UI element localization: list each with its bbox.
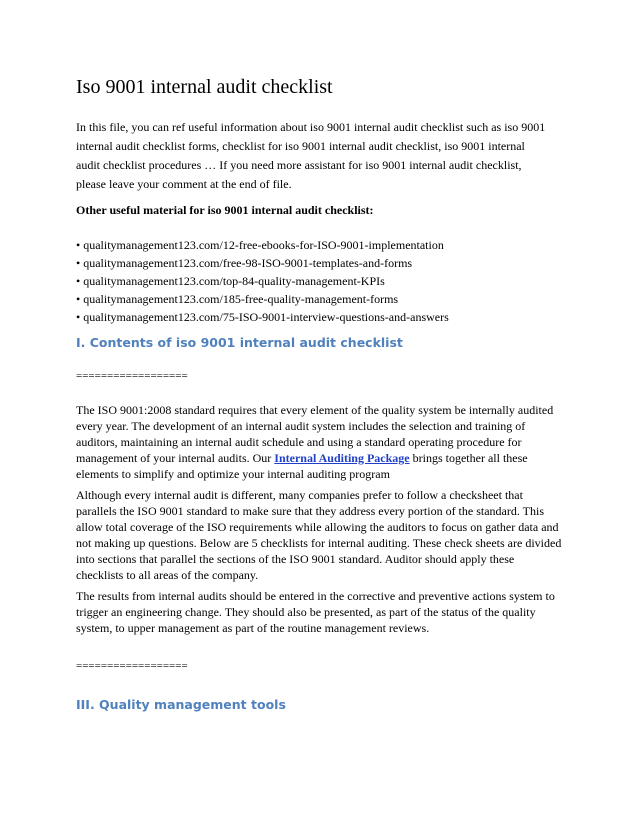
paragraph-standard-requirements bbox=[76, 402, 562, 482]
paragraph-checksheets: Although every internal audit is different, many companies prefer to follow a checksheet that parallels the ISO 9001 standard to make sure that they address every portion of the standard. This allow total coverage of the ISO requirements while allowing the auditors to focus on gather data and not making up questions. Below are 5 checklists for internal auditing. These check sheets are divided into sections that parallel the sections of the ISO 9001 standard. Auditor should apply these checklists to all areas of the company. bbox=[76, 488, 562, 582]
internal-auditing-package-link[interactable]: Internal Auditing Package bbox=[274, 451, 410, 465]
list-item: • qualitymanagement123.com/75-ISO-9001-interview-questions-and-answers bbox=[76, 310, 449, 324]
section-heading-quality-tools: III. Quality management tools bbox=[76, 697, 286, 712]
other-material-heading: Other useful material for iso 9001 internal audit checklist: bbox=[76, 203, 374, 217]
resource-list bbox=[76, 236, 449, 326]
list-item: • qualitymanagement123.com/185-free-quality-management-forms bbox=[76, 292, 399, 306]
list-item: • qualitymanagement123.com/free-98-ISO-9001-templates-and-forms bbox=[76, 256, 413, 270]
separator-line: ================== bbox=[76, 370, 188, 382]
page-title: Iso 9001 internal audit checklist bbox=[76, 76, 333, 98]
paragraph-text: The ISO 9001:2008 standard requires that every element of the quality system be internally audited every year. The development of an internal audit system includes the selection and training of auditors, maintaining an internal audit schedule and using a standard operating procedure for management of your internal audits. Our bbox=[76, 403, 554, 465]
section-heading-contents: I. Contents of iso 9001 internal audit checklist bbox=[76, 335, 403, 350]
list-item: • qualitymanagement123.com/top-84-quality-management-KPIs bbox=[76, 274, 385, 288]
list-item: • qualitymanagement123.com/12-free-ebooks-for-ISO-9001-implementation bbox=[76, 238, 444, 252]
separator-line: ================== bbox=[76, 660, 188, 672]
paragraph-results: The results from internal audits should be entered in the corrective and preventive actions system to trigger an engineering change. They should also be presented, as part of the status of the quality system, to upper management as part of the routine management reviews. bbox=[76, 589, 555, 635]
paragraph-text: brings together all these elements to simplify and optimize your internal auditing program bbox=[76, 451, 528, 481]
intro-paragraph: In this file, you can ref useful information about iso 9001 internal audit checklist such as iso 9001 internal audit checklist forms, checklist for iso 9001 internal audit checklist, iso 9001 internal audit checklist procedures … If you need more assistant for iso 9001 internal audit checklist, please leave your comment at the end of file. bbox=[76, 120, 546, 191]
